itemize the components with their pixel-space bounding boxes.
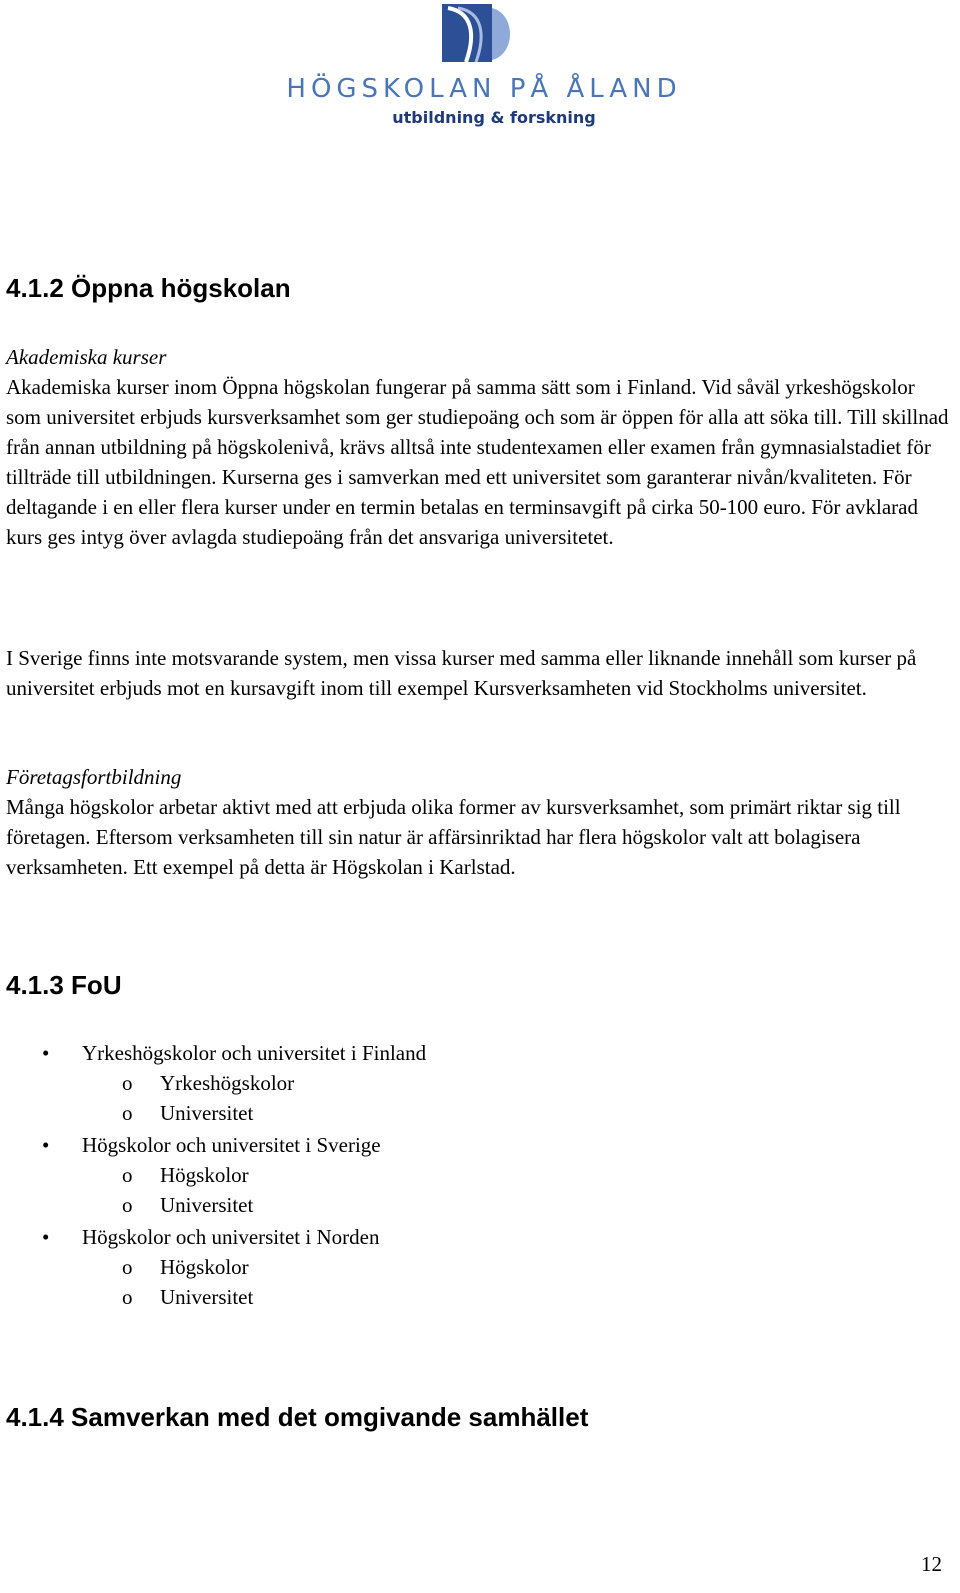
logo-tagline: utbildning & forskning [392, 108, 596, 127]
sub-list [82, 1068, 426, 1128]
sub-list [82, 1160, 426, 1220]
paragraph-foretagsfortbildning: Många högskolor arbetar aktivt med att erbjuda olika former av kursverksamhet, som primärt riktar sig till företagen. Eftersom verksamheten till sin natur är affärsinriktad har flera högskolor valt att bolagisera verksamheten. Ett exempel på detta är Högskolan i Karlstad. [6, 795, 901, 879]
sub-list [82, 1252, 426, 1312]
sub-list-item: o Universitet [0, 1190, 426, 1220]
list-item-label: Högskolor och universitet i Norden [82, 1225, 380, 1249]
list-item [0, 1222, 426, 1312]
sub-list-item: o Högskolor [0, 1160, 426, 1190]
list-item-label: Högskolor och universitet i Sverige [82, 1133, 381, 1157]
fou-list [0, 1038, 426, 1314]
section-heading-oppna: 4.1.2 Öppna högskolan [6, 273, 291, 303]
section-heading-samverkan: 4.1.4 Samverkan med det omgivande samhället [6, 1402, 589, 1432]
page-number: 12 [921, 1552, 942, 1576]
subheading-akademiska: Akademiska kurser [6, 345, 167, 369]
hogskolan-logo-icon [442, 4, 514, 64]
sub-list-item: o Universitet [0, 1098, 426, 1128]
sub-list-item: o Högskolor [0, 1252, 426, 1282]
sub-list-item: o Universitet [0, 1282, 426, 1312]
section-heading-fou: 4.1.3 FoU [6, 970, 122, 1000]
paragraph-sverige: I Sverige finns inte motsvarande system, men vissa kurser med samma eller liknande innehåll som kurser på universitet erbjuds mot en kursavgift inom till exempel Kursverksamheten vid Stockholms universitet. [6, 646, 917, 700]
sub-list-item: o Yrkeshögskolor [0, 1068, 426, 1098]
logo-name: HÖGSKOLAN PÅ ÅLAND [286, 74, 682, 104]
paragraph-akademiska: Akademiska kurser inom Öppna högskolan fungerar på samma sätt som i Finland. Vid såväl yrkeshögskolor som universitet erbjuds kursverksamhet som ger studiepoäng och som är öppen för alla att söka till. Till skillnad från annan utbildning på högskolenivå, krävs alltså inte studentexamen eller examen från gymnasialstadiet för tillträde till utbildningen. Kurserna ges i samverkan med ett universitet som garanterar nivån/kvaliteten. För deltagande i en eller flera kurser under en termin betalas en terminsavgift på cirka 50-100 euro. För avklarad kurs ges intyg över avlagda studiepoäng från det ansvariga universitetet. [6, 375, 949, 549]
subheading-foretagsfortbildning: Företagsfortbildning [6, 765, 182, 789]
list-item [0, 1038, 426, 1128]
list-item [0, 1130, 426, 1220]
list-item-label: Yrkeshögskolor och universitet i Finland [82, 1041, 427, 1065]
